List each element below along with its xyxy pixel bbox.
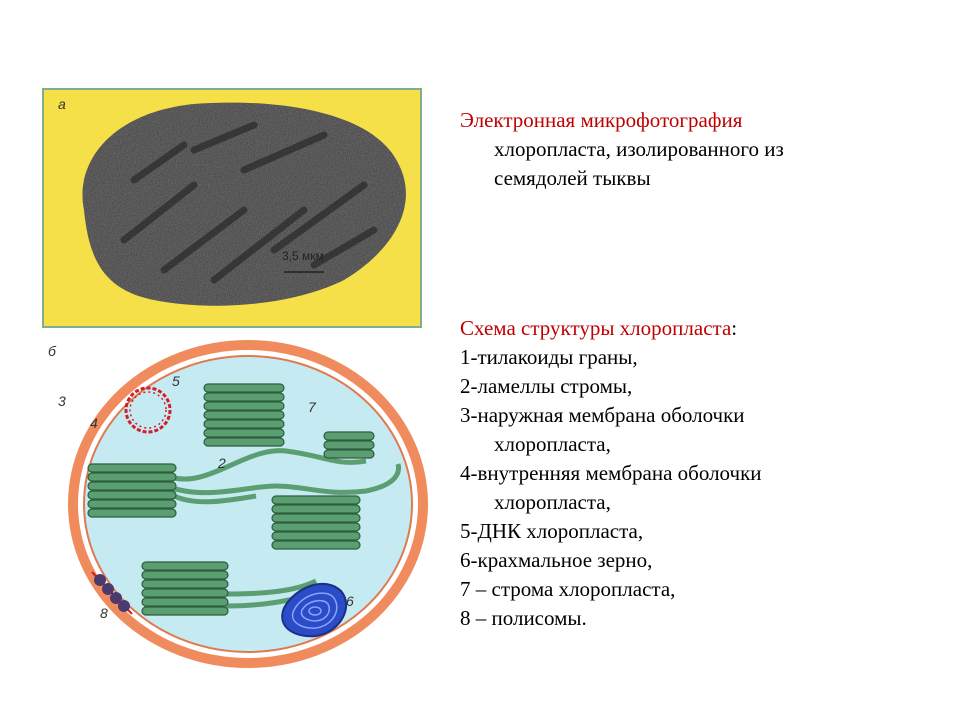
legend-item: 5-ДНК хлоропласта,	[460, 519, 644, 543]
legend-item: 7 – строма хлоропласта,	[460, 577, 676, 601]
electron-micrograph-panel	[42, 88, 422, 328]
label-3: 3	[58, 393, 66, 409]
label-8: 8	[100, 605, 108, 621]
panel-a-letter: a	[58, 96, 66, 112]
legend-title: Схема структуры хлоропласта	[460, 316, 732, 340]
label-2: 2	[218, 455, 226, 471]
granum-top	[204, 384, 284, 446]
legend-title-colon: :	[731, 316, 738, 340]
micrograph-image	[44, 90, 420, 326]
chloroplast-figure	[36, 86, 431, 706]
legend-item: 4-внутренняя мембрана оболочки	[460, 461, 762, 485]
scheme-legend	[460, 314, 762, 633]
panel-b-letter: б	[48, 343, 56, 359]
granum-bottom	[142, 562, 228, 615]
legend-item: 1-тилакоиды граны,	[460, 345, 638, 369]
label-5: 5	[172, 373, 180, 389]
legend-item: 6-крахмальное зерно,	[460, 548, 653, 572]
legend-item-cont: хлоропласта,	[494, 490, 611, 514]
label-7: 7	[308, 399, 316, 415]
caption-line: хлоропласта, изолированного из	[494, 137, 784, 161]
granum-small	[324, 432, 374, 458]
legend-item-cont: хлоропласта,	[494, 432, 611, 456]
micrograph-caption	[460, 106, 784, 193]
granum-center	[272, 496, 360, 549]
legend-item: 2-ламеллы стромы,	[460, 374, 633, 398]
chloroplast-scheme	[36, 336, 431, 706]
granum-left	[88, 464, 176, 517]
scale-label: 3,5 мкм	[282, 249, 324, 263]
legend-item: 8 – полисомы.	[460, 606, 587, 630]
label-4: 4	[90, 415, 98, 431]
label-6: 6	[346, 593, 354, 609]
caption-line: семядолей тыквы	[494, 166, 651, 190]
legend-item: 3-наружная мембрана оболочки	[460, 403, 745, 427]
legend-title-row	[460, 314, 762, 343]
caption-title: Электронная микрофотография	[460, 108, 743, 132]
